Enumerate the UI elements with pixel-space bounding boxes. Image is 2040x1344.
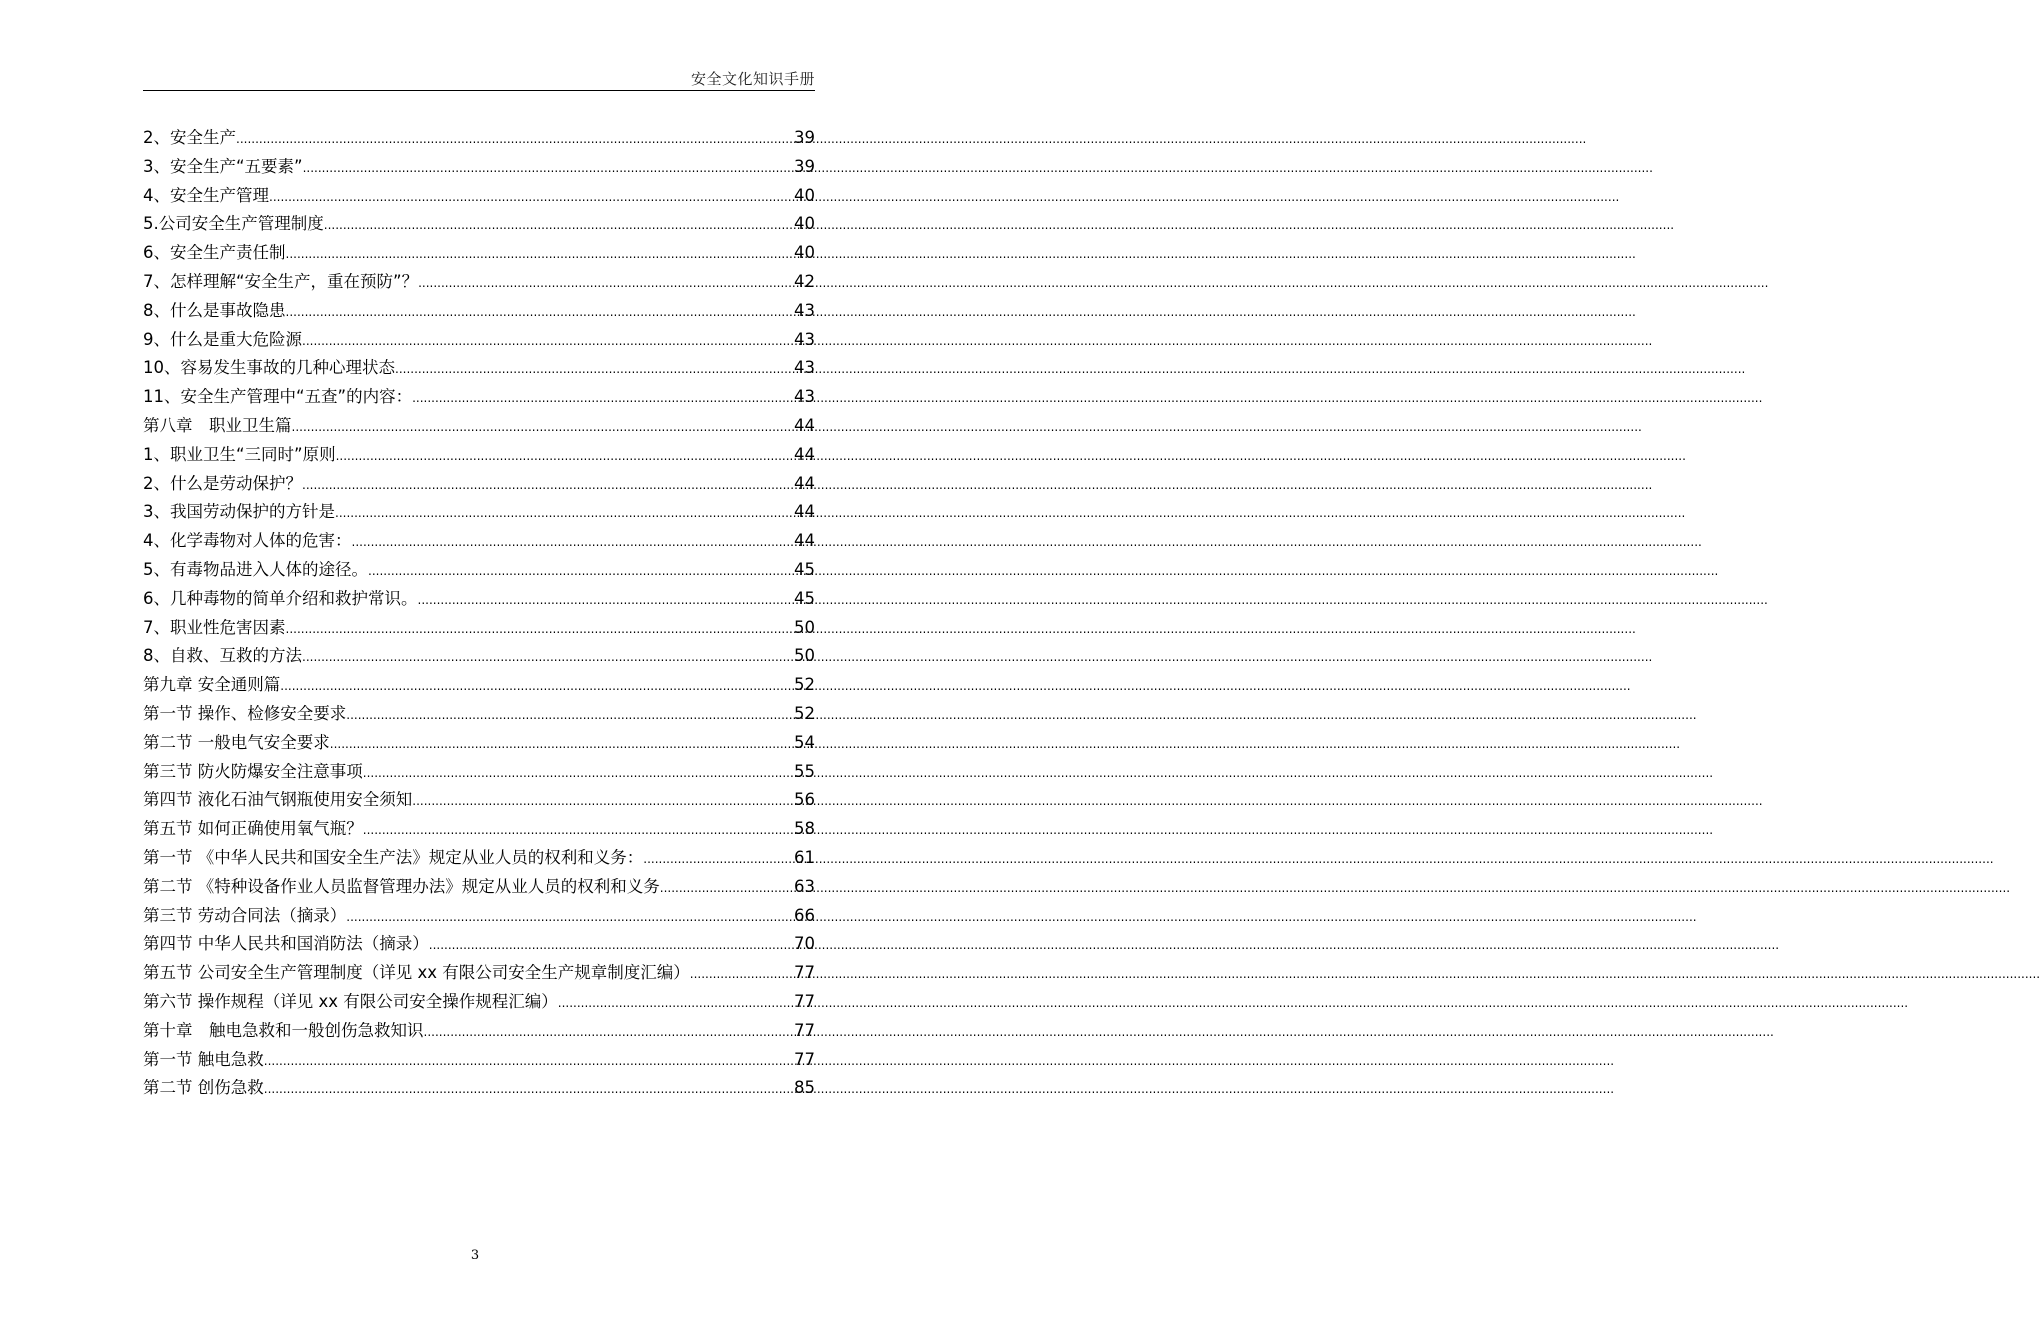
toc-entry-page: 40	[794, 243, 815, 263]
toc-entry-page: 56	[794, 790, 815, 810]
toc-entry[interactable]	[143, 498, 815, 527]
toc-entry[interactable]	[143, 642, 815, 671]
toc-dot-leader	[269, 182, 793, 211]
toc-dot-leader	[346, 902, 793, 931]
toc-entry-page: 44	[794, 473, 815, 493]
toc-entry-title: 第四节 液化石油气钢瓶使用安全须知	[143, 790, 413, 810]
toc-entry[interactable]	[143, 873, 815, 902]
toc-dot-leader	[302, 326, 793, 355]
toc-entry-title: 第九章 安全通则篇	[143, 675, 281, 695]
toc-entry-title: 第二节 创伤急救	[143, 1078, 264, 1098]
toc-entry-title: 第一节 操作、检修安全要求	[143, 703, 347, 723]
toc-entry-page: 54	[794, 732, 815, 752]
toc-entry-title: 7、怎样理解“安全生产，重在预防”？	[143, 271, 419, 291]
toc-dot-leader	[363, 815, 793, 844]
toc-dot-leader	[324, 210, 793, 239]
toc-entry[interactable]	[143, 239, 815, 268]
toc-entry-page: 55	[794, 761, 815, 781]
toc-dot-leader	[280, 671, 793, 700]
toc-dot-leader	[264, 1074, 793, 1103]
toc-entry-title: 10、容易发生事故的几种心理状态	[143, 358, 395, 378]
toc-entry-page: 77	[794, 1020, 815, 1040]
toc-entry[interactable]	[143, 182, 815, 211]
toc-dot-leader	[346, 700, 793, 729]
toc-entry-page: 52	[794, 703, 815, 723]
toc-dot-leader	[286, 614, 794, 643]
toc-entry-page: 44	[794, 444, 815, 464]
toc-entry-page: 43	[794, 358, 815, 378]
toc-entry[interactable]	[143, 844, 815, 873]
toc-entry-page: 50	[794, 646, 815, 666]
toc-entry-title: 4、安全生产管理	[143, 185, 269, 205]
toc-entry[interactable]	[143, 614, 815, 643]
toc-dot-leader	[302, 470, 793, 499]
toc-entry-title: 3、安全生产“五要素”	[143, 156, 303, 176]
toc-entry-title: 第四节 中华人民共和国消防法（摘录）	[143, 934, 429, 954]
toc-entry-page: 45	[794, 559, 815, 579]
toc-entry-title: 第一节 《中华人民共和国安全生产法》规定从业人员的权利和义务：	[143, 847, 644, 867]
toc-entry[interactable]	[143, 1046, 815, 1075]
toc-entry-title: 第二节 《特种设备作业人员监督管理办法》规定从业人员的权利和义务	[143, 876, 660, 896]
toc-entry-page: 44	[794, 531, 815, 551]
toc-entry-title: 9、什么是重大危险源	[143, 329, 302, 349]
toc-entry-title: 第三节 防火防爆安全注意事项	[143, 761, 363, 781]
toc-entry[interactable]	[143, 383, 815, 412]
toc-entry-page: 43	[794, 329, 815, 349]
toc-entry-title: 第六节 操作规程（详见 xx 有限公司安全操作规程汇编）	[143, 991, 558, 1011]
toc-entry-page: 45	[794, 588, 815, 608]
toc-entry[interactable]	[143, 671, 815, 700]
toc-entry-title: 8、自救、互救的方法	[143, 646, 302, 666]
toc-entry[interactable]	[143, 1074, 815, 1103]
toc-entry[interactable]	[143, 1017, 815, 1046]
toc-entry-page: 58	[794, 819, 815, 839]
toc-dot-leader	[660, 873, 793, 902]
toc-entry-page: 52	[794, 675, 815, 695]
toc-entry[interactable]	[143, 585, 815, 614]
toc-dot-leader	[643, 844, 793, 873]
toc-entry[interactable]	[143, 297, 815, 326]
toc-dot-leader	[286, 297, 794, 326]
toc-entry-page: 43	[794, 300, 815, 320]
toc-dot-leader	[303, 153, 793, 182]
toc-entry-page: 44	[794, 415, 815, 435]
toc-entry-page: 61	[794, 847, 815, 867]
toc-entry-page: 77	[794, 1049, 815, 1069]
toc-entry-page: 43	[794, 387, 815, 407]
toc-entry-page: 70	[794, 934, 815, 954]
toc-dot-leader	[236, 124, 793, 153]
toc-dot-leader	[429, 930, 793, 959]
toc-entry-title: 第五节 公司安全生产管理制度（详见 xx 有限公司安全生产规章制度汇编）	[143, 963, 690, 983]
toc-entry-title: 2、什么是劳动保护？	[143, 473, 302, 493]
toc-entry-page: 85	[794, 1078, 815, 1098]
toc-entry-title: 6、几种毒物的简单介绍和救护常识。	[143, 588, 418, 608]
toc-entry[interactable]	[143, 815, 815, 844]
toc-dot-leader	[395, 354, 793, 383]
toc-entry-page: 44	[794, 502, 815, 522]
toc-entry-title: 5.公司安全生产管理制度	[143, 214, 324, 234]
table-of-contents	[143, 124, 815, 1103]
toc-entry[interactable]	[143, 326, 815, 355]
toc-entry-page: 63	[794, 876, 815, 896]
toc-entry[interactable]	[143, 786, 815, 815]
toc-dot-leader	[412, 383, 793, 412]
toc-dot-leader	[368, 556, 793, 585]
toc-entry[interactable]	[143, 441, 815, 470]
toc-dot-leader	[286, 239, 794, 268]
toc-entry[interactable]	[143, 930, 815, 959]
toc-entry-page: 77	[794, 991, 815, 1011]
toc-dot-leader	[690, 959, 793, 988]
toc-entry[interactable]	[143, 268, 815, 297]
toc-entry[interactable]	[143, 527, 815, 556]
toc-dot-leader	[335, 498, 793, 527]
toc-entry-title: 第五节 如何正确使用氧气瓶？	[143, 819, 363, 839]
toc-entry-title: 6、安全生产责任制	[143, 243, 286, 263]
toc-dot-leader	[264, 1046, 793, 1075]
page-number: 3	[470, 1248, 480, 1263]
toc-entry[interactable]	[143, 124, 815, 153]
toc-entry[interactable]	[143, 729, 815, 758]
toc-entry-page: 66	[794, 905, 815, 925]
toc-dot-leader	[336, 441, 793, 470]
toc-dot-leader	[412, 786, 793, 815]
toc-dot-leader	[418, 585, 794, 614]
toc-entry[interactable]	[143, 354, 815, 383]
toc-entry-title: 第八章 职业卫生篇	[143, 415, 292, 435]
toc-entry[interactable]	[143, 153, 815, 182]
toc-entry-title: 第十章 触电急救和一般创伤急救知识	[143, 1020, 424, 1040]
toc-entry-title: 第二节 一般电气安全要求	[143, 732, 330, 752]
toc-entry-title: 第一节 触电急救	[143, 1049, 264, 1069]
toc-entry-page: 42	[794, 271, 815, 291]
toc-entry[interactable]	[143, 959, 815, 988]
header-title: 安全文化知识手册	[690, 70, 815, 88]
toc-entry-title: 7、职业性危害因素	[143, 617, 286, 637]
toc-dot-leader	[363, 758, 793, 787]
toc-entry-title: 3、我国劳动保护的方针是	[143, 502, 335, 522]
toc-entry-page: 40	[794, 214, 815, 234]
toc-entry-page: 40	[794, 185, 815, 205]
toc-entry-title: 第三节 劳动合同法（摘录）	[143, 905, 347, 925]
toc-entry-page: 50	[794, 617, 815, 637]
page-header	[143, 66, 815, 91]
toc-dot-leader	[302, 642, 793, 671]
toc-entry[interactable]	[143, 902, 815, 931]
toc-dot-leader	[330, 729, 793, 758]
toc-entry-title: 4、化学毒物对人体的危害：	[143, 531, 352, 551]
toc-entry-page: 39	[794, 156, 815, 176]
toc-dot-leader	[418, 268, 793, 297]
toc-entry[interactable]	[143, 758, 815, 787]
toc-entry[interactable]	[143, 470, 815, 499]
toc-entry-title: 1、职业卫生“三同时”原则	[143, 444, 336, 464]
toc-entry[interactable]	[143, 700, 815, 729]
toc-entry-page: 77	[794, 963, 815, 983]
toc-entry-title: 5、有毒物品进入人体的途径。	[143, 559, 368, 579]
toc-entry[interactable]	[143, 210, 815, 239]
toc-entry-title: 8、什么是事故隐患	[143, 300, 286, 320]
toc-entry[interactable]	[143, 412, 815, 441]
toc-entry-title: 11、安全生产管理中“五查”的内容：	[143, 387, 413, 407]
toc-dot-leader	[292, 412, 794, 441]
toc-dot-leader	[424, 1017, 794, 1046]
toc-entry-title: 2、安全生产	[143, 128, 236, 147]
toc-entry[interactable]	[143, 556, 815, 585]
toc-dot-leader	[558, 988, 793, 1017]
toc-entry-page: 39	[794, 128, 815, 147]
toc-entry[interactable]	[143, 988, 815, 1017]
toc-dot-leader	[352, 527, 794, 556]
